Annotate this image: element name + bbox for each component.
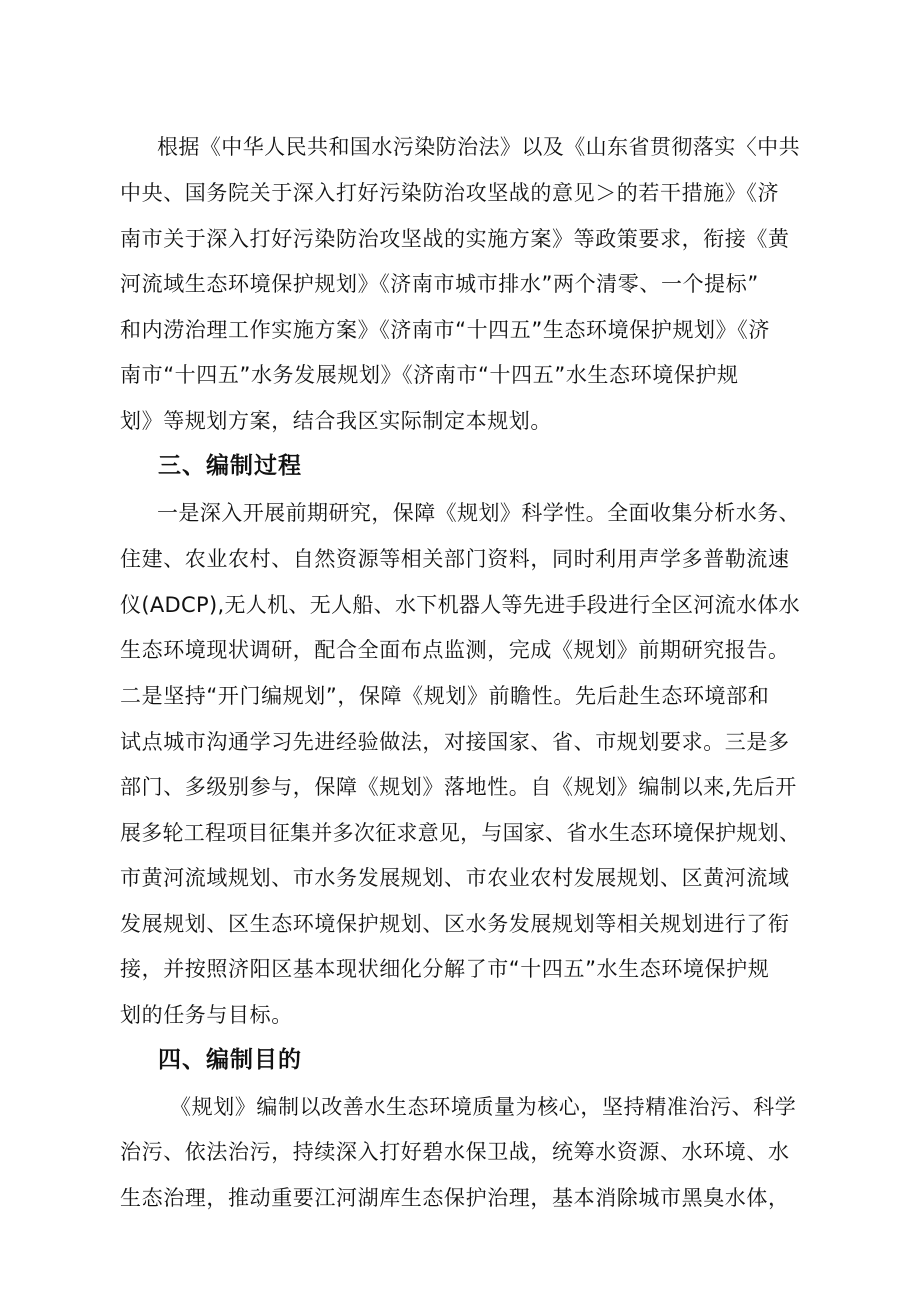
paragraph-line: 中央、国务院关于深入打好污染防治攻坚战的意见＞的若干措施》《济 <box>120 181 780 205</box>
paragraph-line: 接，并按照济阳区基本现状细化分解了市“十四五”水生态环境保护规 <box>120 957 770 981</box>
paragraph-line: 二是坚持“开门编规划”，保障《规划》前瞻性。先后赴生态环境部和 <box>120 684 770 708</box>
paragraph-line: 市黄河流域规划、市水务发展规划、市农业农村发展规划、区黄河流域 <box>120 866 790 890</box>
paragraph-line: 一是深入开展前期研究，保障《规划》科学性。全面收集分析水务、 <box>157 501 800 525</box>
section-heading-purpose: 四、编制目的 <box>158 1047 302 1073</box>
paragraph-line: 河流域生态环境保护规划》《济南市城市排水”两个清零、一个提标” <box>120 272 759 296</box>
paragraph-line: 和内涝治理工作实施方案》《济南市“十四五”生态环境保护规划》《济 <box>120 318 770 342</box>
paragraph-line: 住建、农业农村、自然资源等相关部门资料，同时利用声学多普勒流速 <box>120 547 790 571</box>
paragraph-line: 部门、多级别参与，保障《规划》落地性。自《规划》编制以来,先后开 <box>120 775 797 799</box>
paragraph-line: 划的任务与目标。 <box>120 1003 293 1027</box>
paragraph-line: 南市“十四五”水务发展规划》《济南市“十四五”水生态环境保护规 <box>120 363 739 387</box>
section-heading-process: 三、编制过程 <box>158 453 302 479</box>
paragraph-line: 治污、依法治污，持续深入打好碧水保卫战，统筹水资源、水环境、水 <box>120 1140 790 1164</box>
paragraph-line: 划》等规划方案，结合我区实际制定本规划。 <box>120 409 552 433</box>
paragraph-line: 《规划》编制以改善水生态环境质量为核心，坚持精准治污、科学 <box>170 1095 797 1119</box>
paragraph-line: 根据《中华人民共和国水污染防治法》以及《山东省贯彻落实〈中共 <box>157 135 800 159</box>
paragraph-line: 仪(ADCP),无人机、无人船、水下机器人等先进手段进行全区河流水体水 <box>120 593 800 617</box>
paragraph-line: 发展规划、区生态环境保护规划、区水务发展规划等相关规划进行了衔 <box>120 912 790 936</box>
paragraph-line: 生态治理，推动重要江河湖库生态保护治理，基本消除城市黑臭水体， <box>120 1186 790 1210</box>
paragraph-line: 南市关于深入打好污染防治攻坚战的实施方案》等政策要求，衔接《黄 <box>120 227 790 251</box>
paragraph-line: 展多轮工程项目征集并多次征求意见，与国家、省水生态环境保护规划、 <box>120 821 801 845</box>
paragraph-line: 试点城市沟通学习先进经验做法，对接国家、省、市规划要求。三是多 <box>120 730 790 754</box>
paragraph-line: 生态环境现状调研，配合全面布点监测，完成《规划》前期研究报告。 <box>120 638 790 662</box>
